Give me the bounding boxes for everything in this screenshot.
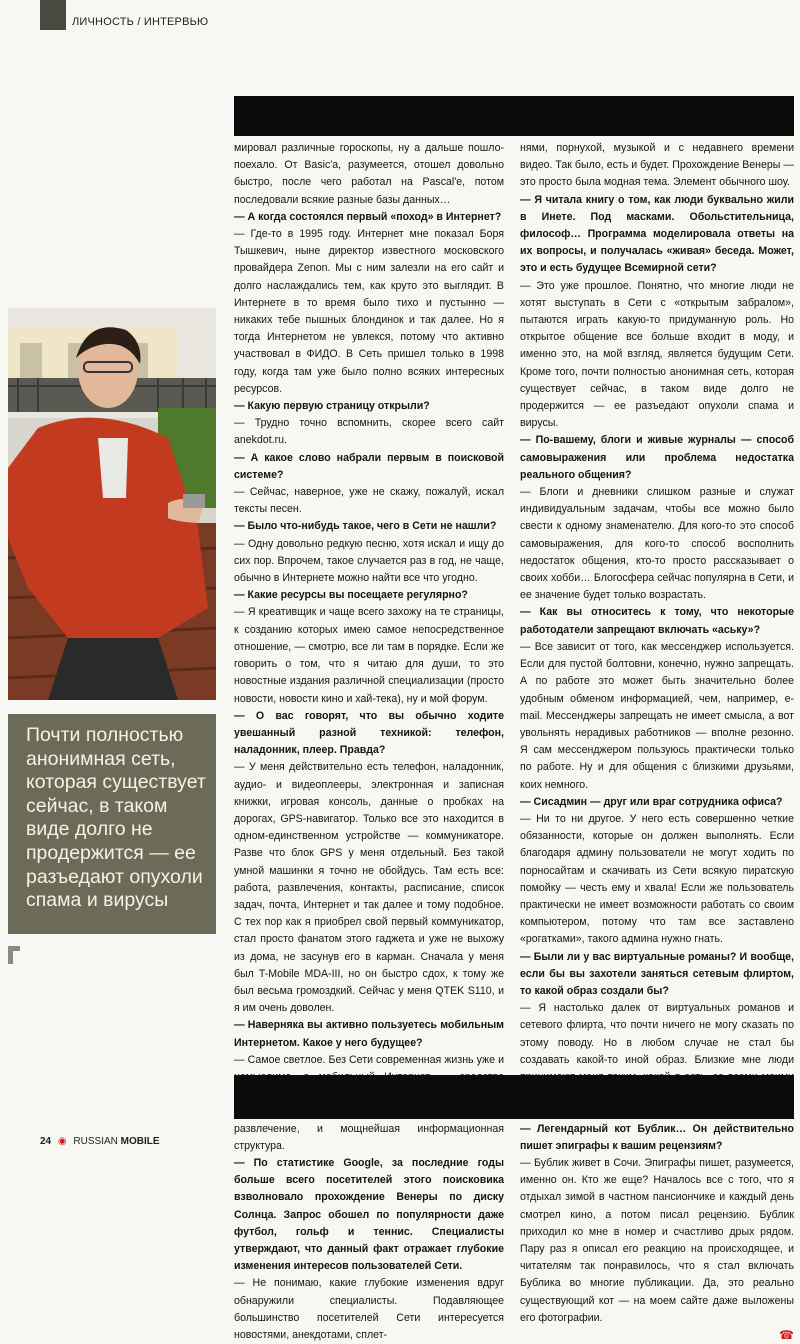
- brand-logo-icon: ◉: [57, 1136, 67, 1147]
- bottom-black-bar: [234, 1075, 794, 1119]
- interview-answer: — Ни то ни другое. У него есть совершенно четкие обязанности, которые он должен выполнять. Если благодаря админу пользователи не могут ходить по порносайтам и скачивать из Сети всякую пиратскую помойку — честь ему и хвала! Если же пользователь практически не имеет возможности работать со своим компьютером, потому что там все заставлено «рогатками», такого админа нужно гнать.: [520, 812, 794, 946]
- interview-answer: нями, порнухой, музыкой и с недавнего времени видео. Так было, есть и будет. Прохождение Венеры — это просто была модная тема. Элемент обычного шоу.: [520, 142, 794, 189]
- article-column-right: [520, 140, 794, 1344]
- interview-answer: — Я настолько далек от виртуальных романов и сетевого флирта, что почти ничего не могу сказать по этому поводу. Но в любом случае не стал бы создавать какой-то иной образ. Близкие мне люди: [520, 1002, 794, 1066]
- interview-question: — Сисадмин — друг или враг сотрудника офиса?: [520, 795, 783, 808]
- top-black-bar: [234, 96, 794, 136]
- brand-suffix: MOBILE: [120, 1136, 160, 1147]
- interview-photo: [8, 308, 216, 700]
- section-corner-mark: [40, 0, 66, 30]
- interview-answer: — Самое светлое. Без Сети современная жизнь уже и развлечение, и мощнейшая информационная структура.: [234, 1053, 504, 1152]
- decorative-corner-mark: [8, 946, 20, 964]
- interview-answer: мировал различные гороскопы, ну а дальше пошло-поехало. От Basic'a, разумеется, отошел довольно быстро, после чего работал на Pascal'е, потом последовали всякие разные базы данных…: [234, 142, 504, 206]
- interview-answer: — Бублик живет в Сочи. Эпиграфы пишет, разумеется, именно он. Кто же еще? Началось все с того, что я отдыхал зимой в частном пансиончике и каждый день смотрел кино, а потом писал рецензию. Бублик приходил ко мне в номер и счастливо дрых рядом. Пару раз я описал его реакцию на происходящее, и читателям так понравилось, что я стал включать Бублика во многие публикации. Да, это реально существующий кот — на моем сайте даже выложены его фотографии.: [520, 1156, 794, 1324]
- interview-answer: — Где-то в 1995 году. Интернет мне показал Боря Тышкевич, ныне директор известного московского провайдера Zenon. Мы с ним залезли на его сайт и долго наслаждались тем, как круто это выглядит. В Интернете в то время было тихо и пустынно — никаких тебе пышных блондинок и так далее. Но я тогда Интернетом не увлекся, потому что активно участвовал в ФИДО. В Сеть пришел только в 1998 году, когда там уже было полно всяких интересных ресурсов.: [234, 228, 504, 395]
- pullquote-box: [8, 714, 216, 934]
- interview-question: — Я читала книгу о том, как люди буквально жили в Инете. Под масками. Обольстительница, философ… Программа моделировала ответы на их вопросы, и получалась «живая» беседа. Может, это и есть будущее Всемирной сети?: [520, 193, 794, 275]
- page-number: 24: [40, 1136, 52, 1147]
- interview-question: — Как вы относитесь к тому, что некоторые работодатели запрещают включать «аську»?: [520, 606, 794, 636]
- interview-answer: — Я креативщик и чаще всего захожу на те страницы, к созданию которых имею самое непосредственное отношение, — смотрю, все ли там в порядке. Если же говорить о том, что я читаю для души, то это новостные издания различной специализации (просто новости, новости кино и хай-тека), ну и мой форум.: [234, 606, 504, 705]
- interview-question: — Было что-нибудь такое, чего в Сети не нашли?: [234, 520, 497, 533]
- interview-question: — По статистике Google, за последние годы больше всего посетителей этого поисковика взволновало прохождение Венеры по диску Солнца. Запрос обошел по популярности даже футбол, гольф и теннис. Специалисты утверждают, что данный факт отражает глубокие изменения интересов пользователей Сети.: [234, 1156, 504, 1273]
- interview-answer: — Не понимаю, какие глубокие изменения вдруг обнаружили специалисты. Подавляющее большинство посетителей Сети интересуется новостями, анекдотами, сплет-: [234, 1277, 504, 1342]
- interview-question: — Какие ресурсы вы посещаете регулярно?: [234, 589, 468, 602]
- interview-answer: — Блоги и дневники слишком разные и служат индивидуальным задачам, чтобы все можно было свести к одному знаменателю. Для кого-то это способ самовыражения, для кого-то способ восполнить недостаток общения, кто-то просто рассказывает о своих хобби… Блогосфера сейчас популярна в Сети, и ее значение будет только возрастать.: [520, 486, 794, 602]
- interview-question: — Были ли у вас виртуальные романы? И вообще, если бы вы захотели заняться сетевым флиртом, то какой образ создали бы?: [520, 950, 794, 997]
- pullquote-text: Почти полностью анонимная сеть, которая существует сейчас, в таком виде долго не продержится — ее разъедают опухоли спама и вирусы: [26, 724, 206, 912]
- interview-answer: — Одну довольно редкую песню, хотя искал и ищу до сих пор. Впрочем, такое случается раз в год, не чаще, обычно в Интернете можно найти все что угодно.: [234, 537, 504, 585]
- brand-name: [73, 1136, 159, 1147]
- photo-illustration: [8, 308, 216, 700]
- interview-question: — Какую первую страницу открыли?: [234, 400, 430, 413]
- interview-question: — Наверняка вы активно пользуетесь мобильным Интернетом. Какое у него будущее?: [234, 1019, 504, 1049]
- brand-prefix: RUSSIAN: [73, 1136, 118, 1147]
- interview-question: — А когда состоялся первый «поход» в Интернет?: [234, 210, 502, 223]
- page-footer: [40, 1136, 160, 1147]
- section-label: ЛИЧНОСТЬ / ИНТЕРВЬЮ: [72, 16, 209, 28]
- interview-question: — Легендарный кот Бублик… Он действительно пишет эпиграфы к вашим рецензиям?: [520, 1122, 794, 1152]
- interview-answer: — Это уже прошлое. Понятно, что многие люди не хотят выступать в Сети с «открытым забралом», пытаются играть какую-то придуманную роль. Но открытое общение все больше входит в моду, и именно это, на мой взгляд, является будущим Сети. Кроме того, почти полностью анонимная сеть, которая существует сейчас, в таком виде долго не продержится — ее разъедают опухоли спама и вирусы.: [520, 279, 794, 430]
- interview-question: — По-вашему, блоги и живые журналы — способ самовыражения или проблема недостатка реального общения?: [520, 434, 794, 481]
- interview-question: — А какое слово набрали первым в поисковой системе?: [234, 451, 504, 481]
- interview-question: — О вас говорят, что вы обычно ходите увешанный разной техникой: телефон, наладонник, плеер. Правда?: [234, 709, 504, 757]
- article-column-left: [234, 140, 504, 1344]
- interview-answer: — Все зависит от того, как мессенджер используется. Если для пустой болтовни, конечно, нужно запрещать. А по работе это может быть значительно более удобным обменом информацией, чем, например, e-mail. Мессенджеры запрещать не имеет смысла, а вот увольнять нерадивых работников — вполне резонно. Я сам мессенджером пользуюсь практически только по работе. Ну и для общения с близкими друзьями, коих немного.: [520, 640, 794, 791]
- interview-answer: — У меня действительно есть телефон, наладонник, аудио- и видеоплееры, электронная и записная книжки, игровая консоль, данные о пробках на дорогах, GPS-навигатор. Только все это находится в одном-единственном устройстве — коммуникаторе. Разве что блок GPS у меня отдельный. Без такой умной машинки я точно не обойдусь. Там есть все: работа, развлечения, контакты, расписание, список задач, почта, Интернет и так далее и тому подобное. С тех пор как я приобрел свой первый коммуникатор, стал просто фанатом этого гаджета и уже не выхожу из дома, не засунув его в карман. Сначала у меня был T-Mobile MDA-III, но он быстро сдох, к тому же был весьма громоздкий. Сейчас у меня QTEK S110, и я им очень доволен.: [234, 761, 504, 1015]
- interview-answer: — Сейчас, наверное, уже не скажу, пожалуй, искал тексты песен.: [234, 486, 504, 516]
- interview-answer: — Трудно точно вспомнить, скорее всего сайт anekdot.ru.: [234, 417, 504, 447]
- end-of-article-icon: ☎: [779, 1328, 794, 1343]
